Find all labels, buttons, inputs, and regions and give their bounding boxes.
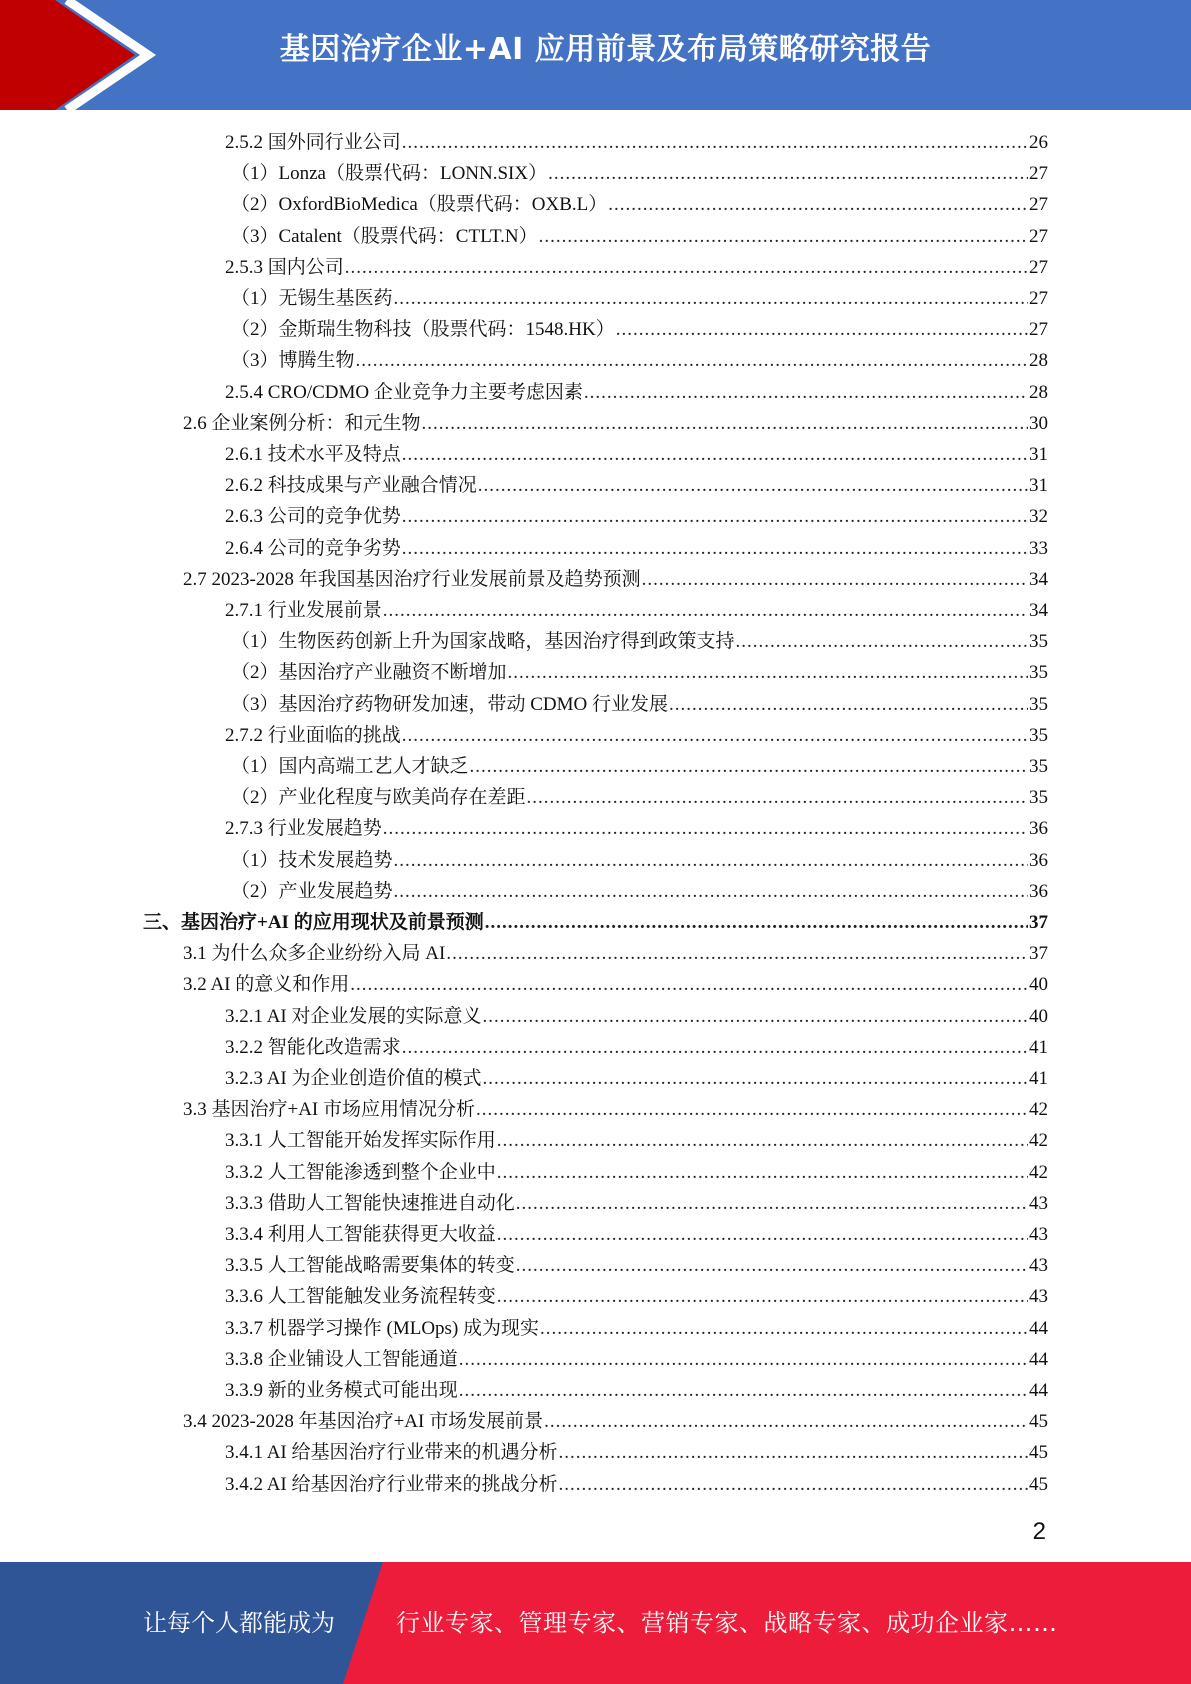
toc-entry-page: 42 xyxy=(1029,1161,1048,1183)
toc-leader-dots xyxy=(356,345,1028,376)
toc-entry-label: 2.6.1 技术水平及特点 xyxy=(225,444,401,465)
toc-entry[interactable] xyxy=(183,969,1048,1000)
toc-entry-page: 43 xyxy=(1029,1224,1048,1245)
toc-leader-dots xyxy=(497,1157,1028,1188)
toc-leader-dots xyxy=(527,782,1028,813)
toc-entry-page: 26 xyxy=(1029,132,1048,153)
toc-leader-dots xyxy=(516,1250,1028,1281)
toc-entry[interactable] xyxy=(225,1188,1048,1219)
toc-entry-label: 3.2.3 AI 为企业创造价值的模式 xyxy=(225,1068,482,1089)
toc-leader-dots xyxy=(470,751,1028,782)
toc-entry[interactable] xyxy=(231,158,1048,189)
toc-entry-page: 45 xyxy=(1029,1473,1048,1495)
toc-entry-label: 2.7.3 行业发展趋势 xyxy=(225,818,382,840)
toc-leader-dots xyxy=(402,720,1028,751)
toc-entry-label: 2.7.1 行业发展前景 xyxy=(225,600,382,621)
toc-entry-label: 3.3.5 人工智能战略需要集体的转变 xyxy=(225,1255,515,1277)
toc-entry[interactable] xyxy=(225,1032,1048,1063)
toc-entry-page: 34 xyxy=(1029,600,1048,621)
toc-entry-label: 3.3 基因治疗+AI 市场应用情况分析 xyxy=(183,1099,476,1121)
toc-entry-label: 3.3.8 企业铺设人工智能通道 xyxy=(225,1348,458,1370)
toc-entry[interactable] xyxy=(231,689,1048,720)
toc-entry-label: 2.6.3 公司的竞争优势 xyxy=(225,506,401,528)
toc-entry[interactable] xyxy=(225,1344,1048,1375)
toc-leader-dots xyxy=(516,1188,1028,1219)
toc-entry-page: 44 xyxy=(1029,1380,1048,1401)
toc-entry-label: 3.2.1 AI 对企业发展的实际意义 xyxy=(225,1005,482,1027)
toc-entry[interactable] xyxy=(225,813,1048,844)
toc-leader-dots xyxy=(459,1344,1028,1375)
toc-entry-page: 27 xyxy=(1029,163,1048,185)
toc-entry-label: （1）无锡生基医药 xyxy=(231,288,393,309)
toc-entry-label: 3.4.1 AI 给基因治疗行业带来的机遇分析 xyxy=(225,1442,558,1464)
toc-entry[interactable] xyxy=(225,1469,1048,1500)
toc-entry[interactable] xyxy=(225,1219,1048,1250)
toc-entry[interactable] xyxy=(225,720,1048,751)
toc-leader-dots xyxy=(559,1469,1028,1500)
toc-entry-label: 2.6.2 科技成果与产业融合情况 xyxy=(225,475,477,497)
toc-entry-page: 45 xyxy=(1029,1442,1048,1464)
toc-entry-label: （3）基因治疗药物研发加速，带动 CDMO 行业发展 xyxy=(231,693,669,715)
toc-leader-dots xyxy=(476,1094,1028,1125)
toc-entry-label: 3.3.3 借助人工智能快速推进自动化 xyxy=(225,1192,515,1214)
toc-entry-label: （2）产业发展趋势 xyxy=(231,880,393,902)
footer-slogan-left: 让每个人都能成为 xyxy=(143,1609,335,1637)
toc-leader-dots xyxy=(497,1125,1028,1156)
toc-leader-dots xyxy=(608,189,1028,220)
toc-entry-page: 27 xyxy=(1029,319,1048,341)
toc-entry[interactable] xyxy=(231,221,1048,252)
toc-entry-page: 35 xyxy=(1029,631,1048,653)
toc-entry-page: 31 xyxy=(1029,444,1048,465)
toc-entry-label: （1）技术发展趋势 xyxy=(231,849,393,871)
toc-entry[interactable] xyxy=(225,1157,1048,1188)
toc-entry-page: 33 xyxy=(1029,537,1048,559)
toc-entry[interactable] xyxy=(183,938,1048,969)
toc-entry[interactable] xyxy=(231,657,1048,688)
toc-leader-dots xyxy=(422,408,1028,439)
toc-leader-dots xyxy=(544,1406,1028,1437)
toc-entry[interactable] xyxy=(231,283,1048,314)
toc-entry[interactable] xyxy=(225,1063,1048,1094)
toc-entry-label: （2）OxfordBioMedica（股票代码：OXB.L） xyxy=(231,194,608,216)
toc-entry-label: （1）Lonza（股票代码：LONN.SIX） xyxy=(231,163,548,185)
toc-entry-page: 27 xyxy=(1029,194,1048,216)
toc-entry[interactable] xyxy=(225,595,1048,626)
toc-entry[interactable] xyxy=(231,876,1048,907)
toc-entry-label: 2.6.4 公司的竞争劣势 xyxy=(225,537,401,559)
toc-entry-page: 35 xyxy=(1029,724,1048,746)
toc-entry[interactable] xyxy=(225,1375,1048,1406)
toc-entry[interactable] xyxy=(225,1313,1048,1344)
toc-entry-page: 41 xyxy=(1029,1068,1048,1089)
toc-entry-page: 28 xyxy=(1029,381,1048,403)
toc-entry-page: 35 xyxy=(1029,693,1048,715)
toc-entry-page: 30 xyxy=(1029,412,1048,434)
toc-leader-dots xyxy=(483,1063,1028,1094)
toc-leader-dots xyxy=(402,439,1028,470)
toc-entry-page: 36 xyxy=(1029,818,1048,840)
toc-entry-label: 2.6 企业案例分析：和元生物 xyxy=(183,412,421,434)
toc-leader-dots xyxy=(446,938,1028,969)
toc-leader-dots xyxy=(402,1032,1028,1063)
toc-entry-label: 3.3.6 人工智能触发业务流程转变 xyxy=(225,1286,496,1308)
toc-entry-label: 2.5.3 国内公司 xyxy=(225,256,344,278)
toc-entry-label: 3.3.1 人工智能开始发挥实际作用 xyxy=(225,1130,496,1152)
toc-entry-page: 37 xyxy=(1029,912,1048,933)
toc-leader-dots xyxy=(736,626,1028,657)
toc-entry[interactable] xyxy=(231,189,1048,220)
toc-entry-label: （3）博腾生物 xyxy=(231,350,355,372)
page-footer xyxy=(0,1562,1191,1684)
toc-leader-dots xyxy=(508,657,1028,688)
toc-entry-page: 35 xyxy=(1029,787,1048,809)
toc-entry-page: 27 xyxy=(1029,225,1048,247)
toc-entry[interactable] xyxy=(225,1281,1048,1312)
toc-entry-page: 43 xyxy=(1029,1255,1048,1277)
toc-entry[interactable] xyxy=(231,314,1048,345)
toc-leader-dots xyxy=(616,314,1028,345)
toc-entry-label: 三、基因治疗+AI 的应用现状及前景预测 xyxy=(143,912,484,933)
toc-entry[interactable] xyxy=(225,1001,1048,1032)
toc-entry-label: 3.3.4 利用人工智能获得更大收益 xyxy=(225,1224,496,1245)
toc-entry[interactable] xyxy=(183,1406,1048,1437)
toc-leader-dots xyxy=(483,1001,1028,1032)
toc-entry[interactable] xyxy=(225,533,1048,564)
toc-entry-label: 3.3.9 新的业务模式可能出现 xyxy=(225,1380,458,1401)
toc-entry[interactable] xyxy=(143,907,1048,938)
toc-leader-dots xyxy=(497,1219,1028,1250)
toc-entry-page: 35 xyxy=(1029,756,1048,777)
toc-leader-dots xyxy=(345,252,1028,283)
toc-leader-dots xyxy=(540,1313,1028,1344)
toc-leader-dots xyxy=(350,969,1028,1000)
page-number: 2 xyxy=(1032,1518,1046,1545)
toc-entry[interactable] xyxy=(225,252,1048,283)
toc-entry[interactable] xyxy=(183,564,1048,595)
toc-entry-page: 43 xyxy=(1029,1192,1048,1214)
toc-entry-page: 34 xyxy=(1029,568,1048,590)
footer-slogan-right: 行业专家、管理专家、营销专家、战略专家、成功企业家…… xyxy=(396,1609,1058,1637)
toc-entry-page: 45 xyxy=(1029,1411,1048,1433)
toc-leader-dots xyxy=(485,907,1028,938)
toc-entry-page: 42 xyxy=(1029,1099,1048,1121)
toc-entry-label: 2.5.2 国外同行业公司 xyxy=(225,132,401,153)
toc-entry-page: 42 xyxy=(1029,1130,1048,1152)
toc-entry-label: 2.7.2 行业面临的挑战 xyxy=(225,724,401,746)
toc-entry-label: 3.2.2 智能化改造需求 xyxy=(225,1036,401,1058)
toc-leader-dots xyxy=(402,127,1028,158)
toc-entry-page: 35 xyxy=(1029,662,1048,684)
toc-leader-dots xyxy=(394,283,1028,314)
toc-entry-label: 3.4 2023-2028 年基因治疗+AI 市场发展前景 xyxy=(183,1411,544,1433)
toc-entry-page: 27 xyxy=(1029,256,1048,278)
toc-leader-dots xyxy=(548,158,1028,189)
toc-entry[interactable] xyxy=(225,377,1048,408)
toc-leader-dots xyxy=(402,533,1028,564)
toc-entry-label: （2）金斯瑞生物科技（股票代码：1548.HK） xyxy=(231,319,615,341)
toc-entry-page: 40 xyxy=(1029,974,1048,996)
toc-entry[interactable] xyxy=(225,1125,1048,1156)
toc-leader-dots xyxy=(642,564,1028,595)
toc-entry-label: 3.3.7 机器学习操作 (MLOps) 成为现实 xyxy=(225,1317,540,1339)
toc-leader-dots xyxy=(383,595,1028,626)
toc-entry-page: 41 xyxy=(1029,1036,1048,1058)
toc-entry[interactable] xyxy=(183,1094,1048,1125)
toc-entry[interactable] xyxy=(225,439,1048,470)
toc-leader-dots xyxy=(584,377,1028,408)
toc-entry-label: （2）基因治疗产业融资不断增加 xyxy=(231,662,507,684)
toc-leader-dots xyxy=(478,470,1028,501)
toc-entry-page: 36 xyxy=(1029,880,1048,902)
toc-leader-dots xyxy=(669,689,1028,720)
toc-entry-page: 36 xyxy=(1029,849,1048,871)
page-header xyxy=(0,0,1191,110)
toc-entry[interactable] xyxy=(231,845,1048,876)
toc-entry-page: 27 xyxy=(1029,288,1048,309)
toc-entry[interactable] xyxy=(231,626,1048,657)
toc-entry-label: 3.2 AI 的意义和作用 xyxy=(183,974,350,996)
toc-entry-page: 43 xyxy=(1029,1286,1048,1308)
toc-leader-dots xyxy=(459,1375,1028,1406)
report-title: 基因治疗企业+AI 应用前景及布局策略研究报告 xyxy=(279,32,932,67)
toc-entry[interactable] xyxy=(231,782,1048,813)
toc-entry-label: （3）Catalent（股票代码：CTLT.N） xyxy=(231,225,538,247)
toc-entry-label: （1）生物医药创新上升为国家战略，基因治疗得到政策支持 xyxy=(231,631,735,653)
toc-entry[interactable] xyxy=(225,1250,1048,1281)
toc-entry-label: （1）国内高端工艺人才缺乏 xyxy=(231,756,469,777)
toc-entry-page: 44 xyxy=(1029,1348,1048,1370)
toc-entry-page: 37 xyxy=(1029,943,1048,965)
toc-leader-dots xyxy=(559,1437,1028,1468)
toc-entry[interactable] xyxy=(183,408,1048,439)
toc-entry[interactable] xyxy=(225,1437,1048,1468)
toc-entry[interactable] xyxy=(225,127,1048,158)
toc-leader-dots xyxy=(394,845,1028,876)
toc-leader-dots xyxy=(394,876,1028,907)
toc-entry-label: 3.3.2 人工智能渗透到整个企业中 xyxy=(225,1161,496,1183)
toc-entry[interactable] xyxy=(225,470,1048,501)
toc-entry-label: 2.7 2023-2028 年我国基因治疗行业发展前景及趋势预测 xyxy=(183,568,641,590)
toc-leader-dots xyxy=(539,221,1028,252)
toc-leader-dots xyxy=(383,813,1028,844)
toc-entry-label: 3.1 为什么众多企业纷纷入局 AI xyxy=(183,943,446,965)
toc-leader-dots xyxy=(402,501,1028,532)
toc-entry-label: 2.5.4 CRO/CDMO 企业竞争力主要考虑因素 xyxy=(225,381,583,403)
toc-entry-page: 40 xyxy=(1029,1005,1048,1027)
toc-entry[interactable] xyxy=(225,501,1048,532)
toc-entry-label: （2）产业化程度与欧美尚存在差距 xyxy=(231,787,526,809)
toc-entry[interactable] xyxy=(231,751,1048,782)
toc-entry-page: 44 xyxy=(1029,1317,1048,1339)
toc-entry-page: 28 xyxy=(1029,350,1048,372)
toc-entry-page: 31 xyxy=(1029,475,1048,497)
toc-entry-page: 32 xyxy=(1029,506,1048,528)
toc-entry-label: 3.4.2 AI 给基因治疗行业带来的挑战分析 xyxy=(225,1473,558,1495)
toc-leader-dots xyxy=(497,1281,1028,1312)
toc-entry[interactable] xyxy=(231,345,1048,376)
